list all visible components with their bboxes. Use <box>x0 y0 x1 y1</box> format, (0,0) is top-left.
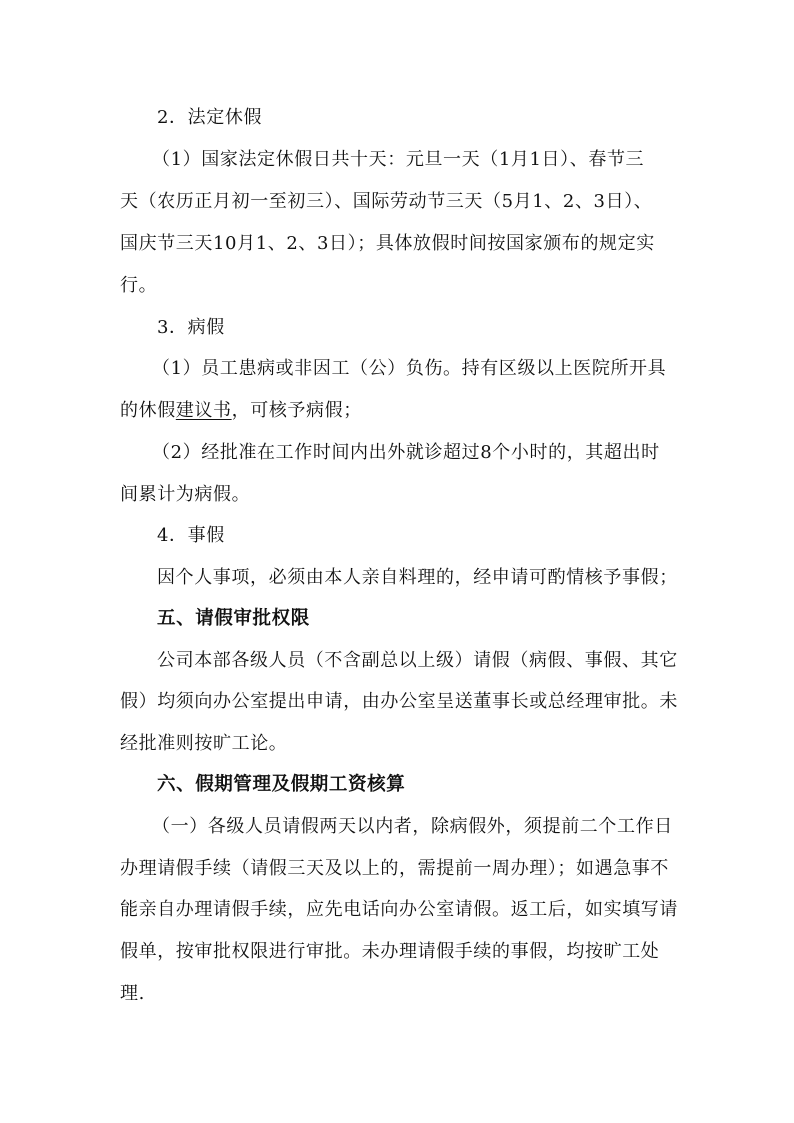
section-6-paragraph-line-4: 假单，按审批权限进行审批。未办理请假手续的事假，均按旷工处 <box>120 941 660 962</box>
section-6-paragraph-line-3: 能亲自办理请假手续，应先电话向办公室请假。返工后，如实填写请 <box>120 899 678 920</box>
section-4-title: 4．事假 <box>157 525 225 546</box>
section-2-paragraph-line-4: 行。 <box>120 275 158 296</box>
section-6-paragraph-line-5: 理. <box>120 983 145 1004</box>
section-6-paragraph-line-1: （一）各级人员请假两天以内者，除病假外，须提前二个工作日 <box>152 816 673 837</box>
proposal-link[interactable]: 建议书 <box>175 400 232 421</box>
section-3-paragraph-1-line-1: （1）员工患病或非因工（公）负伤。持有区级以上医院所开具 <box>152 358 667 379</box>
section-2-paragraph-line-3: 国庆节三天10月1、2、3日）；具体放假时间按国家颁布的规定实 <box>120 233 655 254</box>
section-6-heading: 六、假期管理及假期工资核算 <box>157 774 406 795</box>
section-5-paragraph-line-1: 公司本部各级人员（不含副总以上级）请假（病假、事假、其它 <box>157 650 678 671</box>
section-2-title: 2．法定休假 <box>157 107 263 128</box>
section-2-paragraph-line-2: 天（农历正月初一至初三）、国际劳动节三天（5月1、2、3日）、 <box>120 191 653 212</box>
section-5-paragraph-line-2: 假）均须向办公室提出申请，由办公室呈送董事长或总经理审批。未 <box>120 691 678 712</box>
section-3-paragraph-2-line-1: （2）经批准在工作时间内出外就诊超过8个小时的，其超出时 <box>152 442 660 463</box>
section-3-paragraph-1-line-2 <box>120 399 362 423</box>
section-4-paragraph-line-1: 因个人事项，必须由本人亲自料理的，经申请可酌情核予事假； <box>157 567 678 588</box>
section-5-paragraph-line-3: 经批准则按旷工论。 <box>120 733 288 754</box>
section-6-paragraph-line-2: 办理请假手续（请假三天及以上的，需提前一周办理）；如遇急事不 <box>120 858 669 879</box>
section-3-paragraph-2-line-2: 间累计为病假。 <box>120 484 251 505</box>
section-5-heading: 五、请假审批权限 <box>157 608 310 629</box>
section-2-paragraph-line-1: （1）国家法定休假日共十天：元旦一天（1月1日）、春节三 <box>152 149 645 170</box>
text-segment: 的休假 <box>120 400 176 421</box>
text-segment: ，可核予病假； <box>231 400 362 421</box>
section-3-title: 3．病假 <box>157 317 225 338</box>
